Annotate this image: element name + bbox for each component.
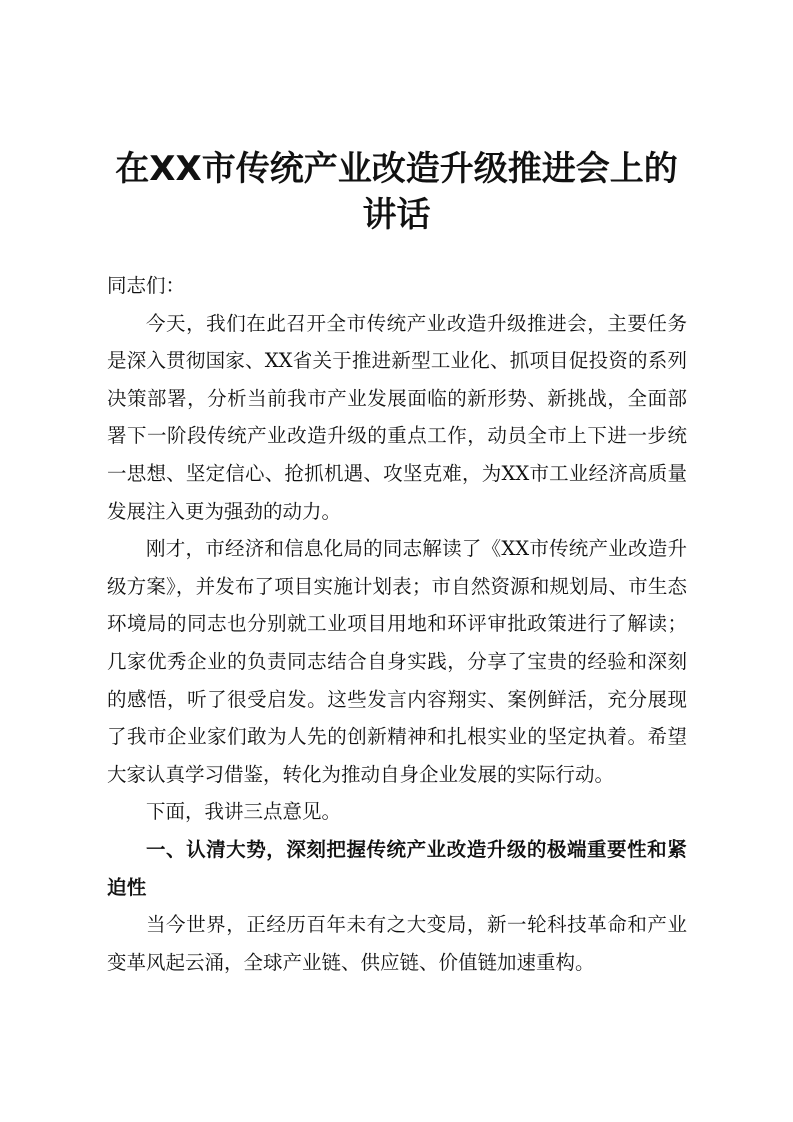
document-body	[107, 267, 687, 981]
salutation: 同志们：	[107, 274, 186, 297]
paragraph-review: 刚才，市经济和信息化局的同志解读了《XX市传统产业改造升级方案》，并发布了项目实施计划表；市自然资源和规划局、市生态环境局的同志也分别就工业项目用地和环评审批政策进行了解读；几家优秀企业的负责同志结合自身实践，分享了宝贵的经验和深刻的感悟，听了很受启发。这些发言内容翔实、案例鲜活，充分展现了我市企业家们敢为人先的创新精神和扎根实业的坚定执着。希望大家认真学习借鉴，转化为推动自身企业发展的实际行动。	[107, 537, 687, 786]
title-line-2: 讲话	[362, 195, 431, 235]
title-line-1: 在XX市传统产业改造升级推进会上的	[115, 149, 678, 189]
paragraph-intro: 今天，我们在此召开全市传统产业改造升级推进会，主要任务是深入贯彻国家、XX省关于推进新型工业化、抓项目促投资的系列决策部署，分析当前我市产业发展面临的新形势、新挑战，全面部署下一阶段传统产业改造升级的重点工作，动员全市上下进一步统一思想、坚定信心、抢抓机遇、攻坚克难，为XX市工业经济高质量发展注入更为强劲的动力。	[107, 311, 687, 523]
document-title	[0, 146, 793, 238]
paragraph-transition: 下面，我讲三点意见。	[146, 800, 342, 824]
section-heading-1: 一、认清大势，深刻把握传统产业改造升级的极端重要性和紧迫性	[107, 837, 687, 899]
paragraph-section-1: 当今世界，正经历百年未有之大变局，新一轮科技革命和产业变革风起云涌，全球产业链、供应链、价值链加速重构。	[107, 913, 687, 974]
